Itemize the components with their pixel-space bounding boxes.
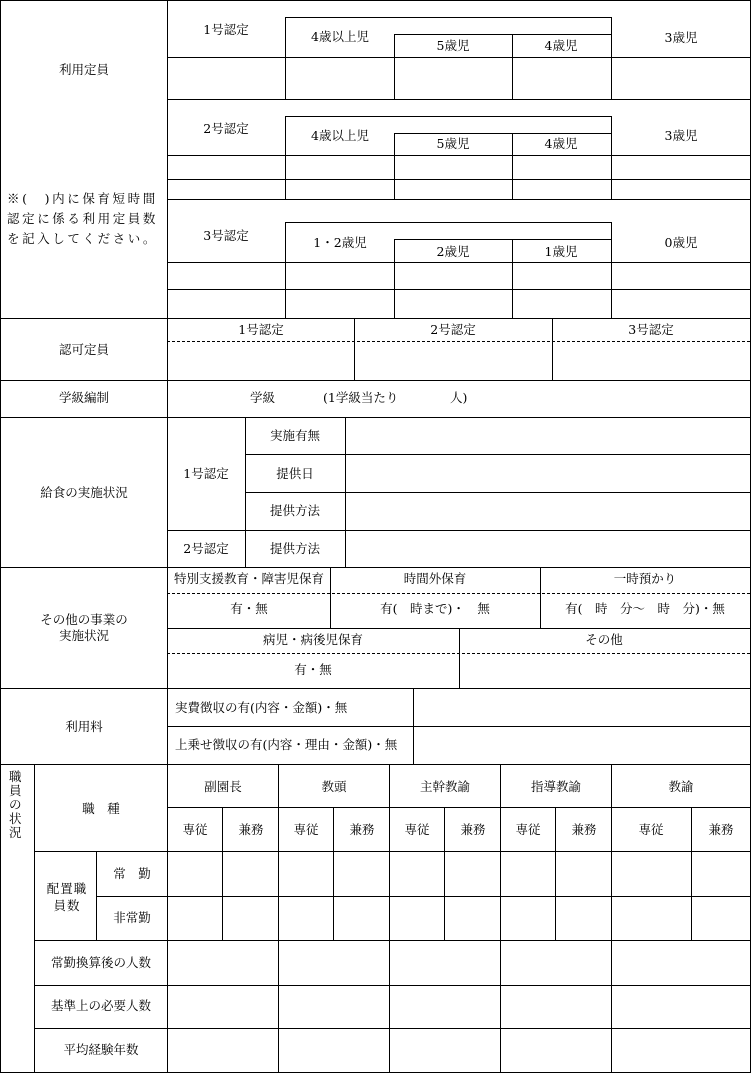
v-line — [394, 34, 395, 100]
other-misc-label: その他 — [585, 632, 623, 647]
meals-row-1: 実施有無 — [269, 428, 321, 443]
parttime-label: 非常勤 — [113, 910, 151, 925]
h-line — [285, 17, 612, 18]
meals-label: 給食の実施状況 — [40, 485, 128, 500]
cert3-label: 3号認定 — [203, 228, 249, 243]
required-label: 基準上の必要人数 — [50, 998, 152, 1013]
capacity-note: ※( )内に保育短時間認定に係る利用定員数を記入してください。 — [7, 191, 159, 246]
cert1-age4plus: 4歳以上児 — [311, 29, 369, 44]
overtime-label: 時間外保育 — [403, 571, 467, 586]
h-line — [167, 807, 751, 808]
v-line — [611, 17, 612, 100]
h-line — [167, 726, 751, 727]
classes-text-1: 学級 — [250, 390, 276, 405]
cert2-age5: 5歳児 — [436, 136, 470, 151]
other-label-2: 実施状況 — [58, 628, 110, 643]
overtime-value: 有( 時まで)・ 無 — [380, 601, 490, 616]
full-3: 専従 — [404, 822, 430, 837]
h-line — [245, 454, 751, 455]
other-dashed-1 — [167, 593, 750, 594]
meals-row-4: 提供方法 — [269, 541, 321, 556]
capacity-label: 利用定員 — [58, 62, 110, 77]
part-5: 兼務 — [708, 822, 734, 837]
v-line — [394, 239, 395, 319]
h-line — [167, 199, 751, 200]
cert1-age5: 5歳児 — [436, 38, 470, 53]
h-line — [167, 179, 751, 180]
h-line — [394, 133, 612, 134]
section-divider — [0, 417, 751, 418]
experience-label: 平均経験年数 — [63, 1042, 139, 1057]
part-4: 兼務 — [571, 822, 597, 837]
approved-label: 認可定員 — [58, 342, 110, 357]
staff-side-label: 職員の状況 — [9, 769, 22, 840]
border-left — [0, 0, 1, 1073]
cert1-age4: 4歳児 — [544, 38, 578, 53]
section-divider — [0, 567, 751, 568]
border-top — [0, 0, 751, 1]
cert1-label: 1号認定 — [203, 22, 249, 37]
v-line — [540, 567, 541, 629]
label-column-divider — [167, 0, 168, 765]
v-line — [555, 807, 556, 941]
cert3-age2: 2歳児 — [436, 244, 470, 259]
job-teacher: 教諭 — [668, 779, 694, 794]
part-3: 兼務 — [460, 822, 486, 837]
v-line — [333, 807, 334, 941]
v-line — [552, 318, 553, 381]
h-line — [167, 57, 751, 58]
h-line — [167, 262, 751, 263]
v-line — [512, 133, 513, 200]
cert1-age3: 3歳児 — [664, 30, 698, 45]
v-line — [611, 116, 612, 200]
section-divider — [0, 380, 751, 381]
meals-cert2: 2号認定 — [183, 541, 229, 556]
temporary-care-label: 一時預かり — [613, 571, 677, 586]
v-line — [691, 807, 692, 941]
h-line — [285, 116, 612, 117]
v-line — [354, 318, 355, 381]
part-2: 兼務 — [349, 822, 375, 837]
classes-text-2: (1学級当たり — [323, 390, 399, 405]
v-line — [285, 222, 286, 319]
h-line — [285, 222, 612, 223]
v-line — [512, 34, 513, 100]
cert3-age1: 1歳児 — [544, 244, 578, 259]
v-line — [500, 764, 501, 1073]
v-line — [278, 764, 279, 1073]
h-line — [96, 896, 751, 897]
h-line — [34, 851, 751, 852]
job-type-label: 職 種 — [82, 801, 120, 816]
section-divider — [0, 764, 751, 765]
special-support-value: 有・無 — [230, 601, 268, 616]
sick-child-label: 病児・病後児保育 — [262, 632, 364, 647]
meals-row-2: 提供日 — [276, 466, 314, 481]
job-vice-principal: 副園長 — [204, 779, 242, 794]
section-divider — [0, 688, 751, 689]
v-line — [459, 628, 460, 689]
approved-col-3: 3号認定 — [628, 322, 674, 337]
v-line — [34, 764, 35, 1073]
h-line — [34, 985, 751, 986]
job-head-teacher: 教頭 — [321, 779, 347, 794]
v-line — [611, 222, 612, 319]
v-line — [96, 851, 97, 941]
section-divider — [0, 318, 751, 319]
meals-row-3: 提供方法 — [269, 503, 321, 518]
approved-dashed — [167, 341, 750, 342]
special-support-label: 特別支援教育・障害児保育 — [173, 571, 325, 586]
meals-cert1: 1号認定 — [183, 466, 229, 481]
job-chief-teacher: 主幹教諭 — [419, 779, 471, 794]
h-line — [167, 155, 751, 156]
h-line — [245, 492, 751, 493]
cert2-label: 2号認定 — [203, 121, 249, 136]
h-line — [394, 34, 612, 35]
fees-row-2: 上乗せ徴収の有(内容・理由・金額)・無 — [175, 737, 398, 752]
v-line — [444, 807, 445, 941]
h-line — [34, 1028, 751, 1029]
full-2: 専従 — [293, 822, 319, 837]
v-line — [330, 567, 331, 629]
h-line — [167, 530, 751, 531]
v-line — [222, 807, 223, 941]
full-5: 専従 — [638, 822, 664, 837]
placement-label: 配置職員数 — [46, 881, 88, 913]
v-line — [394, 133, 395, 200]
cert2-age4plus: 4歳以上児 — [311, 128, 369, 143]
classes-text-3: 人) — [450, 390, 468, 405]
h-line — [34, 940, 751, 941]
temporary-care-value: 有( 時 分〜 時 分)・無 — [565, 601, 725, 616]
approved-col-2: 2号認定 — [430, 322, 476, 337]
cert2-age4: 4歳児 — [544, 136, 578, 151]
fees-row-1: 実費徴収の有(内容・金額)・無 — [175, 700, 348, 715]
v-line — [389, 764, 390, 1073]
fees-label: 利用料 — [65, 719, 103, 734]
approved-col-1: 1号認定 — [238, 322, 284, 337]
fulltime-label: 常 勤 — [113, 866, 151, 881]
v-line — [285, 17, 286, 100]
cert3-age0: 0歳児 — [664, 235, 698, 250]
sick-child-value: 有・無 — [294, 662, 332, 677]
part-1: 兼務 — [238, 822, 264, 837]
job-guidance-teacher: 指導教諭 — [530, 779, 582, 794]
full-1: 専従 — [182, 822, 208, 837]
v-line — [285, 116, 286, 200]
cert3-age12: 1・2歳児 — [313, 235, 367, 250]
v-line — [167, 764, 168, 1073]
h-line — [394, 239, 612, 240]
fte-label: 常勤換算後の人数 — [50, 955, 152, 970]
v-line — [611, 764, 612, 1073]
full-4: 専従 — [515, 822, 541, 837]
h-line — [167, 99, 751, 100]
v-line — [512, 239, 513, 319]
other-label-1: その他の事業の — [40, 612, 128, 627]
classes-label: 学級編制 — [58, 390, 110, 405]
cert2-age3: 3歳児 — [664, 128, 698, 143]
h-line — [167, 289, 751, 290]
